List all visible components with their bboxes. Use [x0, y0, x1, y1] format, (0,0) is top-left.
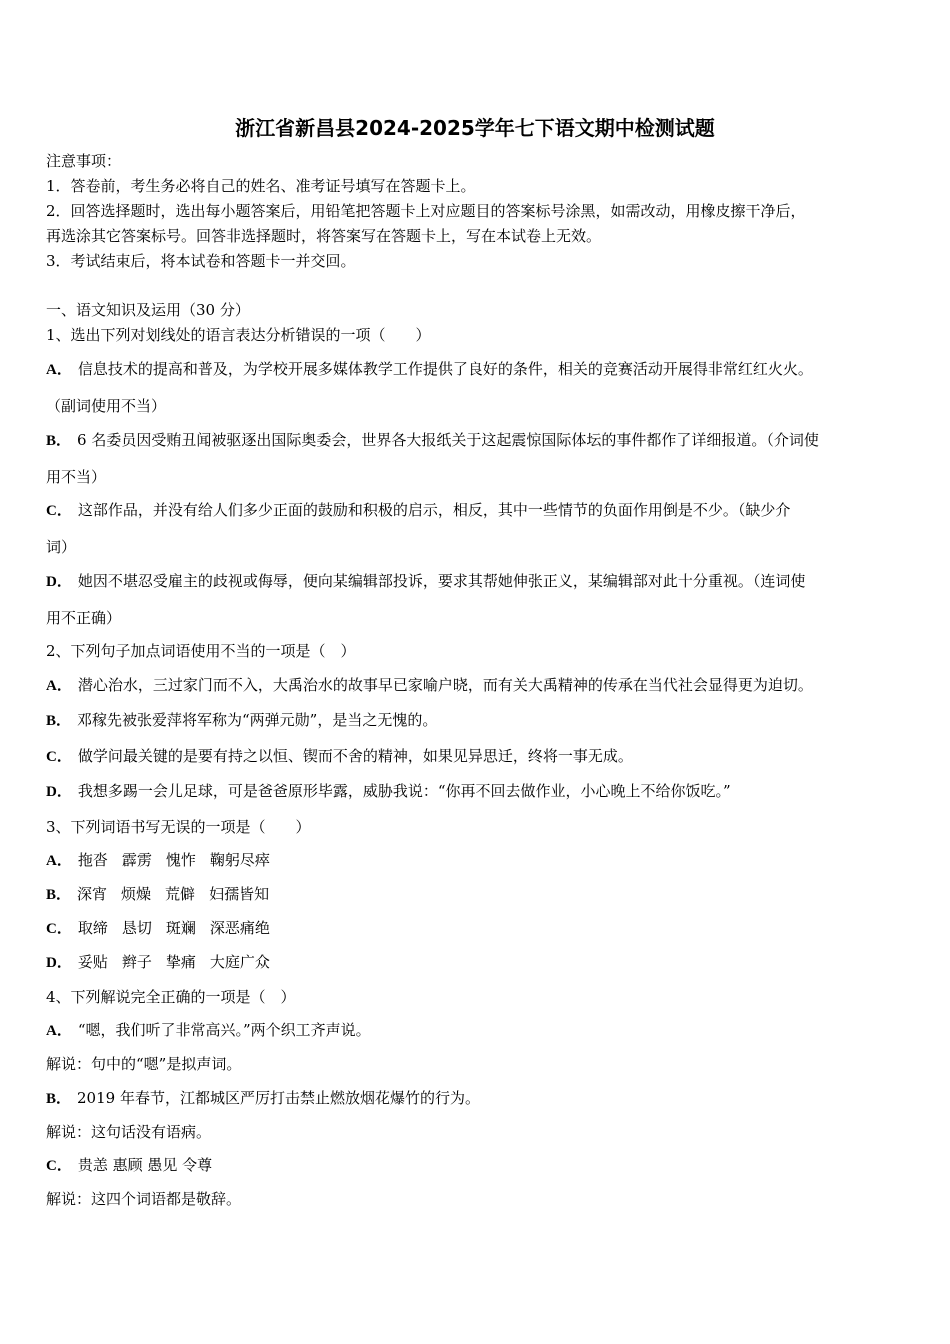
- option-word: 鞠躬尽瘁: [209, 851, 270, 869]
- option-letter: C．: [46, 1158, 72, 1174]
- option-continuation: 用不正确）: [46, 609, 122, 627]
- option-row: [46, 850, 270, 871]
- option-word: 大庭广众: [209, 953, 270, 971]
- option-word: 妥贴: [77, 953, 108, 971]
- option-word: 挚痛: [165, 953, 196, 971]
- option-letter: C．: [46, 749, 72, 765]
- option-letter: B．: [46, 433, 72, 449]
- option-word: 斑斓: [165, 919, 196, 937]
- option-word: 愧怍: [165, 851, 196, 869]
- option-word: 深恶痛绝: [209, 919, 270, 937]
- question-stem: 3、下列词语书写无误的一项是（ ）: [46, 818, 311, 836]
- option-letter: A．: [46, 1023, 72, 1039]
- option-letter: B．: [46, 1091, 72, 1107]
- option-letter: D．: [46, 955, 72, 971]
- option-word: 妇孺皆知: [209, 885, 270, 903]
- page-title: 浙江省新昌县2024-2025学年七下语文期中检测试题: [235, 116, 715, 140]
- section-heading: 一、语文知识及运用（30 分）: [46, 301, 250, 319]
- option-word: 荒僻: [165, 885, 196, 903]
- option-row: [46, 746, 633, 767]
- notice-heading: 注意事项：: [46, 152, 122, 170]
- option-letter: C．: [46, 921, 72, 937]
- option-row: [46, 571, 805, 592]
- explanation: 解说：这四个词语都是敬辞。: [46, 1190, 242, 1208]
- option-row: [46, 500, 790, 521]
- option-text: 做学问最关键的是要有持之以恒、锲而不舍的精神，如果见异思迁，终将一事无成。: [77, 747, 633, 765]
- option-row: [46, 884, 269, 905]
- option-letter: A．: [46, 362, 72, 378]
- option-text: 信息技术的提高和普及，为学校开展多媒体教学工作提供了良好的条件，相关的竞赛活动开展得非常红红火火。: [77, 360, 813, 378]
- option-continuation: 用不当）: [46, 468, 107, 486]
- option-row: [46, 675, 813, 696]
- option-letter: A．: [46, 678, 72, 694]
- question-stem: 2、下列句子加点词语使用不当的一项是（ ）: [46, 642, 356, 660]
- notice-item: 1．答卷前，考生务必将自己的姓名、准考证号填写在答题卡上。: [46, 177, 476, 195]
- option-word: 烦燥: [121, 885, 152, 903]
- option-row: [46, 1155, 212, 1176]
- option-text: 潜心治水，三过家门而不入，大禹治水的故事早已家喻户晓，而有关大禹精神的传承在当代社会显得更为迫切。: [77, 676, 813, 694]
- option-text: 这部作品，并没有给人们多少正面的鼓励和积极的启示，相反，其中一些情节的负面作用倒是不少。（缺少介: [77, 501, 791, 519]
- option-text: 2019 年春节，江都城区严厉打击禁止燃放烟花爆竹的行为。: [77, 1089, 480, 1107]
- option-letter: B．: [46, 887, 72, 903]
- option-row: [46, 359, 813, 380]
- option-row: [46, 710, 437, 731]
- notice-item: 3．考试结束后，将本试卷和答题卡一并交回。: [46, 252, 356, 270]
- option-text: 邓稼先被张爱萍将军称为“两弹元勋”，是当之无愧的。: [77, 711, 438, 729]
- option-row: [46, 952, 270, 973]
- explanation: 解说：句中的“嗯”是拟声词。: [46, 1055, 242, 1073]
- option-text: 6 名委员因受贿丑闻被驱逐出国际奥委会，世界各大报纸关于这起震惊国际体坛的事件都作了详细报道。（介词使: [77, 431, 819, 449]
- notice-item: 再选涂其它答案标号。回答非选择题时，将答案写在答题卡上，写在本试卷上无效。: [46, 227, 602, 245]
- option-text: 贵恙 惠顾 愚见 令尊: [77, 1156, 213, 1174]
- option-row: [46, 1088, 480, 1109]
- option-word: 辫子: [121, 953, 152, 971]
- option-row: [46, 1020, 371, 1041]
- option-text: 我想多踢一会儿足球，可是爸爸原形毕露，威胁我说：“你再不回去做作业，小心晚上不给你饭吃。”: [77, 782, 731, 800]
- option-continuation: 词）: [46, 538, 77, 556]
- option-letter: D．: [46, 574, 72, 590]
- question-stem: 1、选出下列对划线处的语言表达分析错误的一项（ ）: [46, 326, 431, 344]
- option-word: 取缔: [77, 919, 108, 937]
- option-row: [46, 781, 731, 802]
- option-row: [46, 918, 270, 939]
- notice-item: 2．回答选择题时，选出每小题答案后，用铅笔把答题卡上对应题目的答案标号涂黑，如需改动，用橡皮擦干净后，: [46, 202, 806, 220]
- option-word: 拖沓: [77, 851, 108, 869]
- option-letter: D．: [46, 784, 72, 800]
- explanation: 解说：这句话没有语病。: [46, 1123, 212, 1141]
- option-text: 她因不堪忍受雇主的歧视或侮辱，便向某编辑部投诉，要求其帮她伸张正义，某编辑部对此十分重视。（连词使: [77, 572, 806, 590]
- option-row: [46, 430, 819, 451]
- question-stem: 4、下列解说完全正确的一项是（ ）: [46, 988, 296, 1006]
- option-continuation: （副词使用不当）: [46, 397, 167, 415]
- option-word: 恳切: [121, 919, 152, 937]
- option-letter: A．: [46, 853, 72, 869]
- option-letter: B．: [46, 713, 72, 729]
- option-word: 霹雳: [121, 851, 152, 869]
- option-word: 深宵: [77, 885, 108, 903]
- option-letter: C．: [46, 503, 72, 519]
- option-text: “嗯，我们听了非常高兴。”两个织工齐声说。: [77, 1021, 371, 1039]
